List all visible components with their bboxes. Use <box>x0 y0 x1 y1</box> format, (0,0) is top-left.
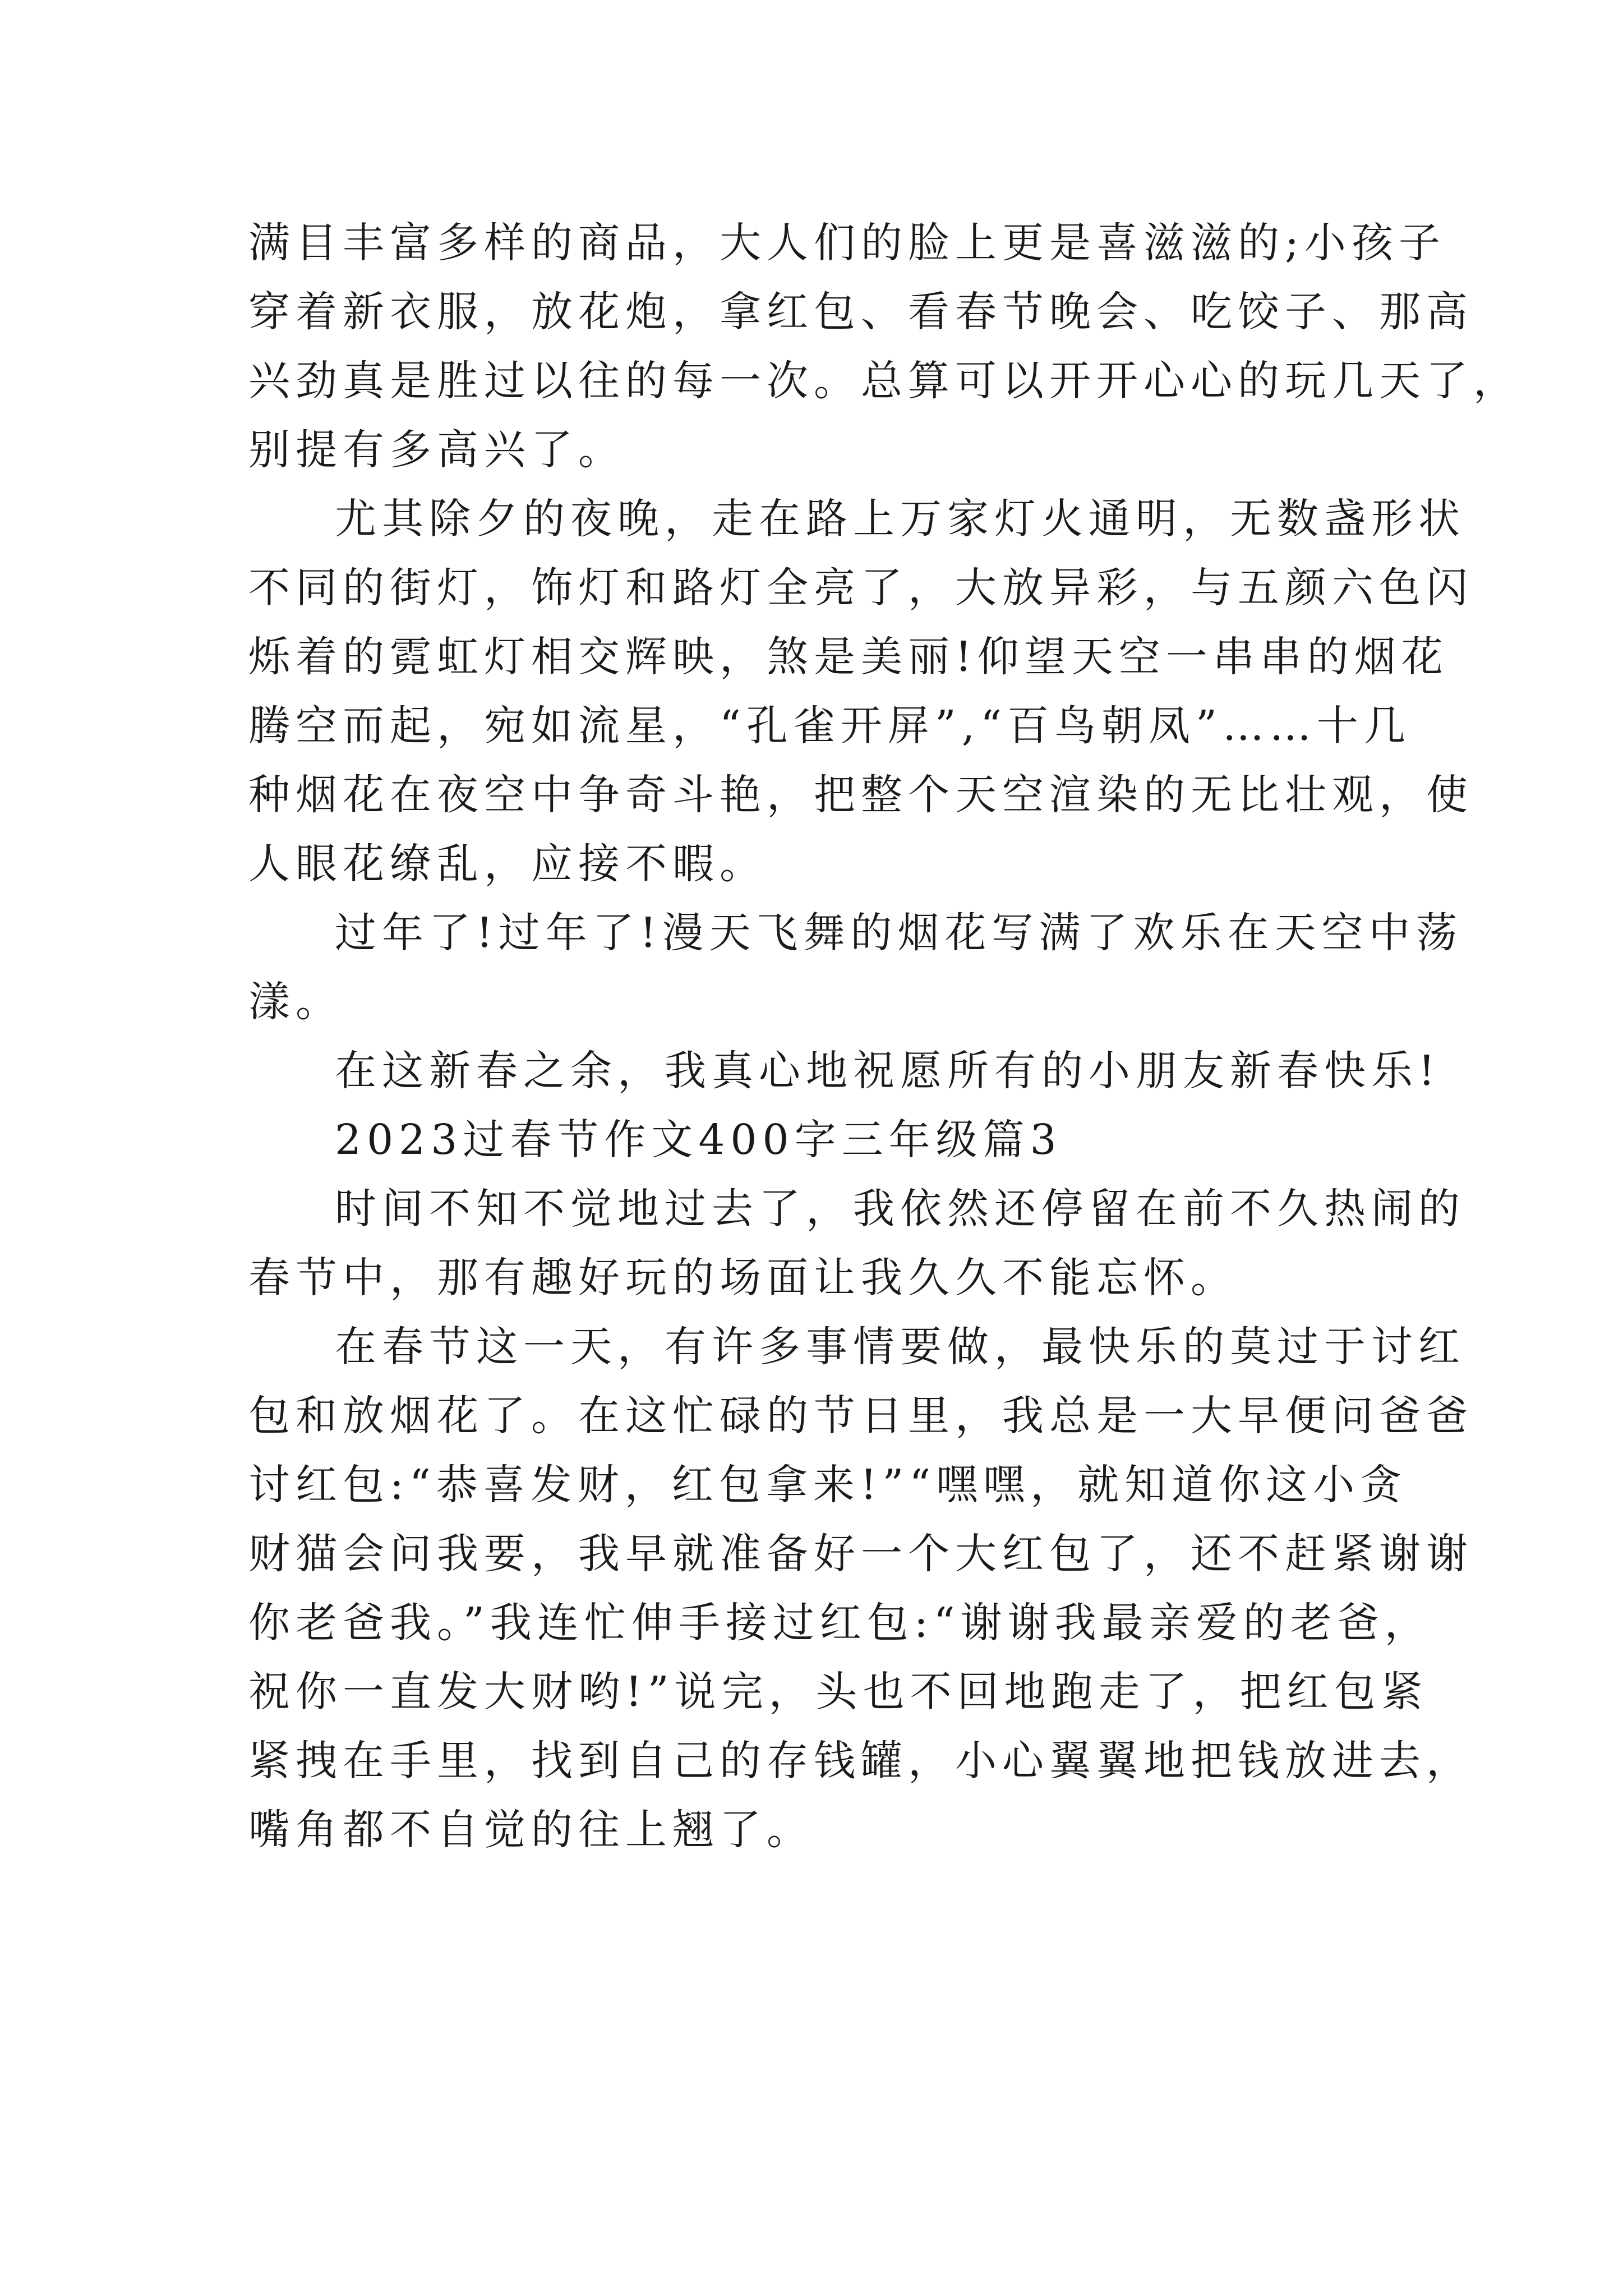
text-line-7: 烁着的霓虹灯相交辉映，煞是美丽!仰望天空一串串的烟花 <box>248 633 1449 681</box>
text-line-17: 在春节这一天，有许多事情要做，最快乐的莫过于讨红 <box>335 1323 1465 1371</box>
text-line-24: 嘴角都不自觉的往上翘了。 <box>248 1806 814 1854</box>
text-line-15: 时间不知不觉地过去了，我依然还停留在前不久热闹的 <box>335 1185 1465 1233</box>
text-line-19: 讨红包:“恭喜发财，红包拿来!”“嘿嘿，就知道你这小贪 <box>248 1461 1408 1509</box>
text-line-8: 腾空而起，宛如流星，“孔雀开屏”,“百鸟朝凤”……十几 <box>248 702 1411 750</box>
text-line-23: 紧拽在手里，找到自己的存钱罐，小心翼翼地把钱放进去， <box>248 1737 1473 1785</box>
text-line-11: 过年了!过年了!漫天飞舞的烟花写满了欢乐在天空中荡 <box>335 909 1463 957</box>
text-line-21: 你老爸我。”我连忙伸手接过红包:“谢谢我最亲爱的老爸， <box>248 1599 1432 1647</box>
text-line-18: 包和放烟花了。在这忙碌的节日里，我总是一大早便问爸爸 <box>248 1392 1473 1440</box>
text-line-3: 兴劲真是胜过以往的每一次。总算可以开开心心的玩几天了， <box>248 357 1520 405</box>
text-line-6: 不同的街灯，饰灯和路灯全亮了，大放异彩，与五颜六色闪 <box>248 564 1473 612</box>
text-line-5: 尤其除夕的夜晚，走在路上万家灯火通明，无数盏形状 <box>335 495 1465 543</box>
text-line-2: 穿着新衣服，放花炮，拿红包、看春节晚会、吃饺子、那高 <box>248 288 1473 336</box>
essay-body <box>248 209 1520 1865</box>
text-line-22: 祝你一直发大财哟!”说完，头也不回地跑走了，把红包紧 <box>248 1668 1428 1716</box>
text-line-20: 财猫会问我要，我早就准备好一个大红包了，还不赶紧谢谢 <box>248 1530 1473 1578</box>
text-line-9: 种烟花在夜空中争奇斗艳，把整个天空渲染的无比壮观，使 <box>248 771 1473 819</box>
text-line-16: 春节中，那有趣好玩的场面让我久久不能忘怀。 <box>248 1254 1238 1302</box>
text-line-1: 满目丰富多样的商品，大人们的脸上更是喜滋滋的;小孩子 <box>248 219 1446 267</box>
text-line-12: 漾。 <box>248 978 343 1026</box>
text-line-10: 人眼花缭乱，应接不暇。 <box>248 840 767 888</box>
text-line-4: 别提有多高兴了。 <box>248 426 625 474</box>
text-line-13: 在这新春之余，我真心地祝愿所有的小朋友新春快乐! <box>335 1047 1441 1095</box>
section-heading: 2023过春节作文400字三年级篇3 <box>335 1116 1062 1164</box>
